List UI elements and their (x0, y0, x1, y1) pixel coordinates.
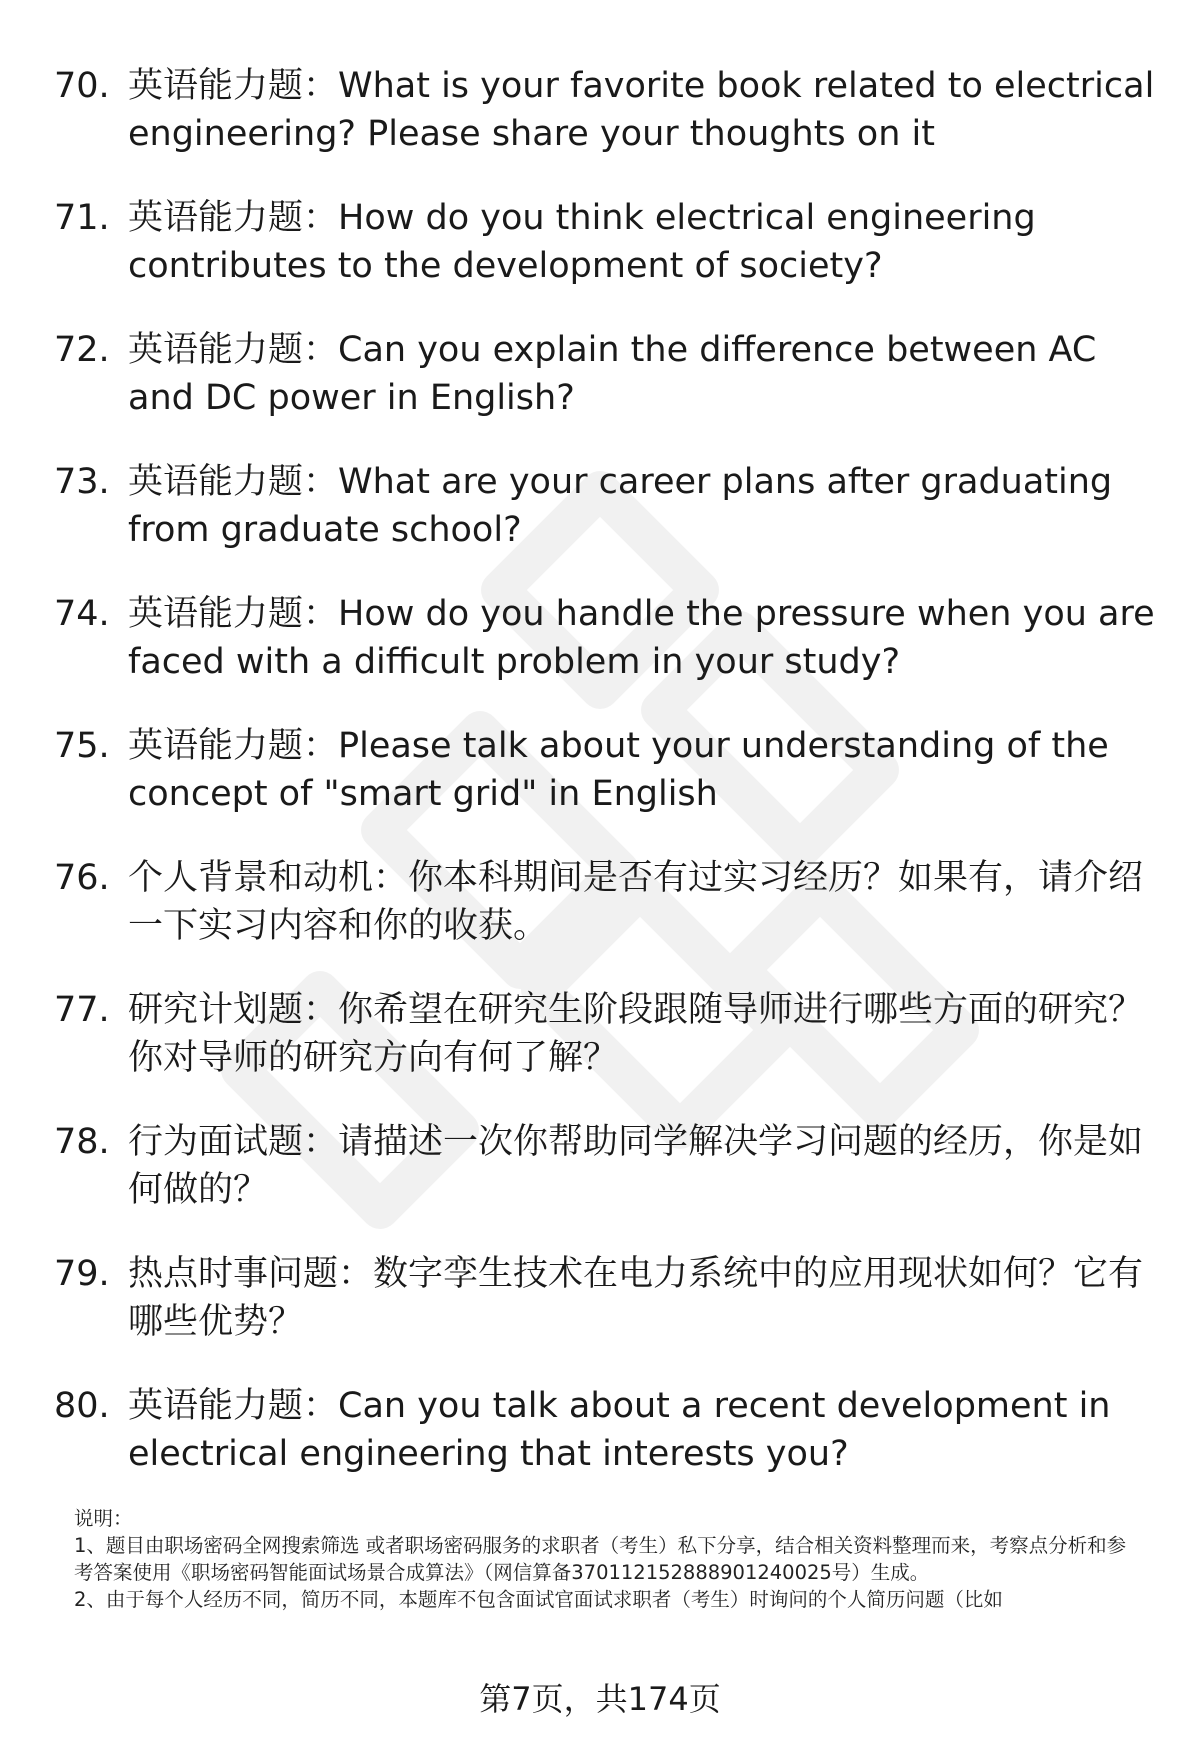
page-number-footer: 第7页，共174页 (479, 1680, 721, 1718)
question-item (0, 452, 1200, 584)
question-number: 71. (54, 198, 110, 238)
question-text: 英语能力题：How do you think electrical engineering contributes to the development of society? (128, 198, 1036, 286)
question-text: 英语能力题：Can you explain the difference between AC and DC power in English? (128, 330, 1097, 418)
question-number: 78. (54, 1122, 110, 1162)
question-text: 个人背景和动机：你本科期间是否有过实习经历？如果有，请介绍一下实习内容和你的收获。 (128, 858, 1144, 946)
question-text: 英语能力题：How do you handle the pressure when you are faced with a difficult problem in your study? (128, 594, 1155, 682)
notes-heading: 说明： (74, 1507, 133, 1530)
question-text: 行为面试题：请描述一次你帮助同学解决学习问题的经历，你是如何做的？ (128, 1122, 1144, 1210)
question-item (0, 1244, 1200, 1376)
question-item (0, 848, 1200, 980)
question-number: 70. (54, 66, 110, 106)
question-number: 80. (54, 1386, 110, 1426)
notes-section (74, 1505, 1144, 1613)
question-number: 76. (54, 858, 110, 898)
question-item (0, 188, 1200, 320)
question-item (0, 1112, 1200, 1244)
question-item (0, 716, 1200, 848)
question-text: 英语能力题：Please talk about your understanding of the concept of "smart grid" in English (128, 726, 1109, 814)
question-number: 79. (54, 1254, 110, 1294)
notes-line-1: 1、题目由职场密码全网搜索筛选 或者职场密码服务的求职者（考生）私下分享，结合相关资料整理而来，考察点分析和参考答案使用《职场密码智能面试场景合成算法》（网信算备370112152888901240025号）生成。 (74, 1534, 1127, 1584)
question-text: 英语能力题：What are your career plans after graduating from graduate school? (128, 462, 1113, 550)
question-number: 72. (54, 330, 110, 370)
question-number: 74. (54, 594, 110, 634)
question-text: 英语能力题：Can you talk about a recent development in electrical engineering that interests you? (128, 1386, 1111, 1474)
question-number: 73. (54, 462, 110, 502)
question-text: 英语能力题：What is your favorite book related to electrical engineering? Please share your thoughts on it (128, 66, 1155, 154)
question-item (0, 1376, 1200, 1508)
question-item (0, 584, 1200, 716)
question-text: 研究计划题：你希望在研究生阶段跟随导师进行哪些方面的研究？你对导师的研究方向有何了解？ (128, 990, 1144, 1078)
notes-line-2: 2、由于每个人经历不同，简历不同，本题库不包含面试官面试求职者（考生）时询问的个人简历问题（比如 (74, 1588, 1003, 1611)
question-list (0, 56, 1200, 1508)
question-number: 77. (54, 990, 110, 1030)
question-number: 75. (54, 726, 110, 766)
question-item (0, 320, 1200, 452)
question-item (0, 980, 1200, 1112)
question-text: 热点时事问题：数字孪生技术在电力系统中的应用现状如何？它有哪些优势？ (128, 1254, 1144, 1342)
question-item (0, 56, 1200, 188)
